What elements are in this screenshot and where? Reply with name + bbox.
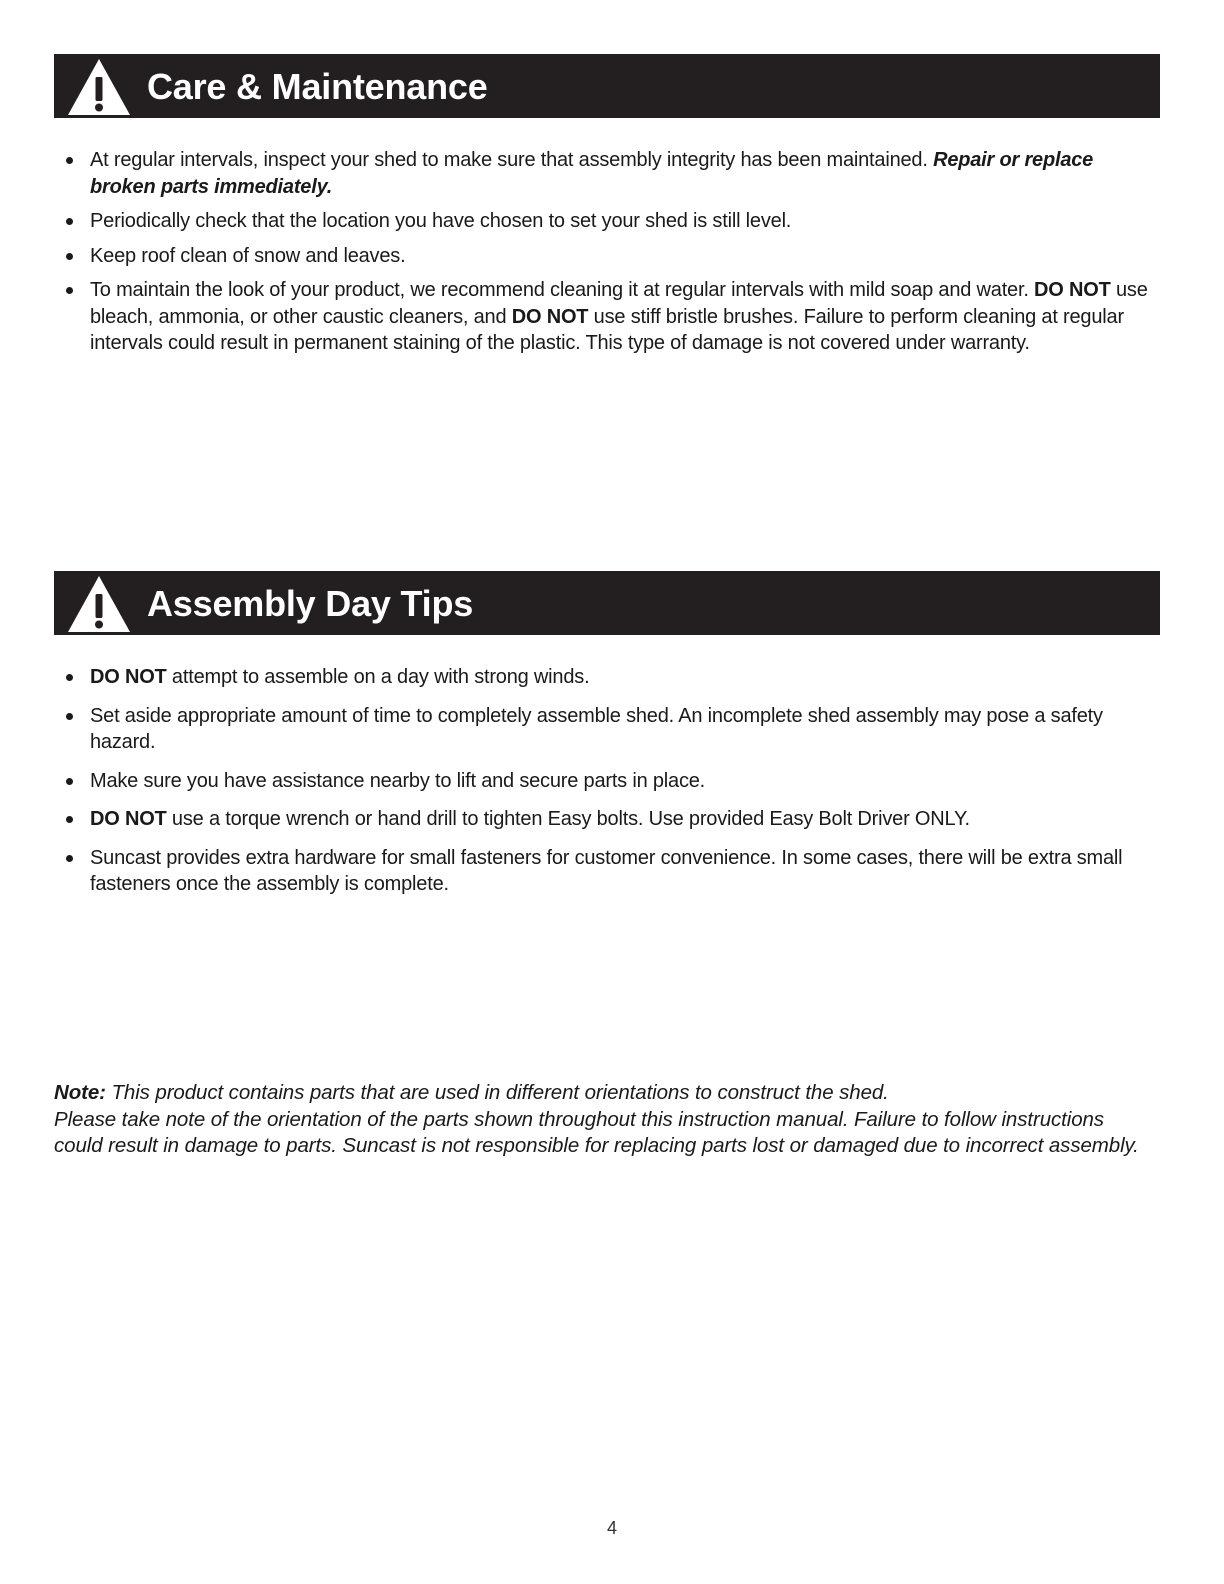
item-text: Keep roof clean of snow and leaves. bbox=[90, 244, 406, 267]
tips-list bbox=[60, 664, 1150, 910]
item-text: Periodically check that the location you have chosen to set your shed is still level. bbox=[90, 210, 792, 232]
warning-icon bbox=[66, 57, 132, 117]
list-item bbox=[60, 147, 1150, 200]
item-emphasis: DO NOT bbox=[1034, 279, 1111, 301]
item-text: use stiff bristle brushes. Failure to perform cleaning at regular intervals could result in permanent staining of the plastic. This type of damage is not covered under warranty. bbox=[90, 305, 1124, 354]
item-text: To maintain the look of your product, we recommend cleaning it at regular intervals with mild soap and water. bbox=[90, 279, 1035, 301]
item-text: Make sure you have assistance nearby to lift and secure parts in place. bbox=[90, 769, 706, 792]
assembly-tips-header bbox=[54, 571, 1160, 635]
item-emphasis: DO NOT bbox=[90, 808, 167, 830]
list-item bbox=[60, 845, 1150, 898]
page-number: 4 bbox=[606, 1518, 617, 1538]
note-paragraph bbox=[54, 1080, 1154, 1160]
item-emphasis: Repair or replace broken parts immediately. bbox=[90, 149, 1094, 198]
care-maintenance-header bbox=[54, 54, 1160, 118]
item-text: Suncast provides extra hardware for small fasteners for customer convenience. In some cases, there will be extra small fasteners once the assembly is complete. bbox=[90, 846, 1123, 895]
item-text: use bleach, ammonia, or other caustic cleaners, and bbox=[90, 279, 1148, 328]
list-item bbox=[60, 703, 1150, 756]
note-label: Note: bbox=[54, 1081, 106, 1104]
list-item bbox=[60, 243, 1150, 270]
list-item bbox=[60, 664, 1150, 691]
item-text: use a torque wrench or hand drill to tighten Easy bolts. Use provided Easy Bolt Driver ONLY. bbox=[166, 808, 970, 830]
item-text: At regular intervals, inspect your shed to make sure that assembly integrity has been maintained. bbox=[90, 149, 934, 171]
note-line: This product contains parts that are used in different orientations to construct the shed. bbox=[105, 1081, 889, 1104]
section-title: Care & Maintenance bbox=[147, 66, 488, 107]
list-item bbox=[60, 768, 1150, 795]
list-item bbox=[60, 806, 1150, 833]
item-emphasis: DO NOT bbox=[511, 305, 589, 328]
item-text: attempt to assemble on a day with strong winds. bbox=[166, 666, 590, 688]
item-emphasis: DO NOT bbox=[90, 666, 167, 688]
section-title: Assembly Day Tips bbox=[147, 583, 474, 624]
item-text: Set aside appropriate amount of time to completely assemble shed. An incomplete shed assembly may pose a safety hazard. bbox=[90, 704, 1103, 753]
warning-icon bbox=[66, 574, 132, 634]
list-item bbox=[60, 277, 1150, 357]
list-item bbox=[60, 208, 1150, 235]
note-text: Please take note of the orientation of the parts shown throughout this instruction manual. Failure to follow instructions could result in damage to parts. Suncast is not responsible for replacing parts lost or damaged due to incorrect assembly. bbox=[54, 1107, 1139, 1157]
care-list bbox=[60, 147, 1150, 365]
